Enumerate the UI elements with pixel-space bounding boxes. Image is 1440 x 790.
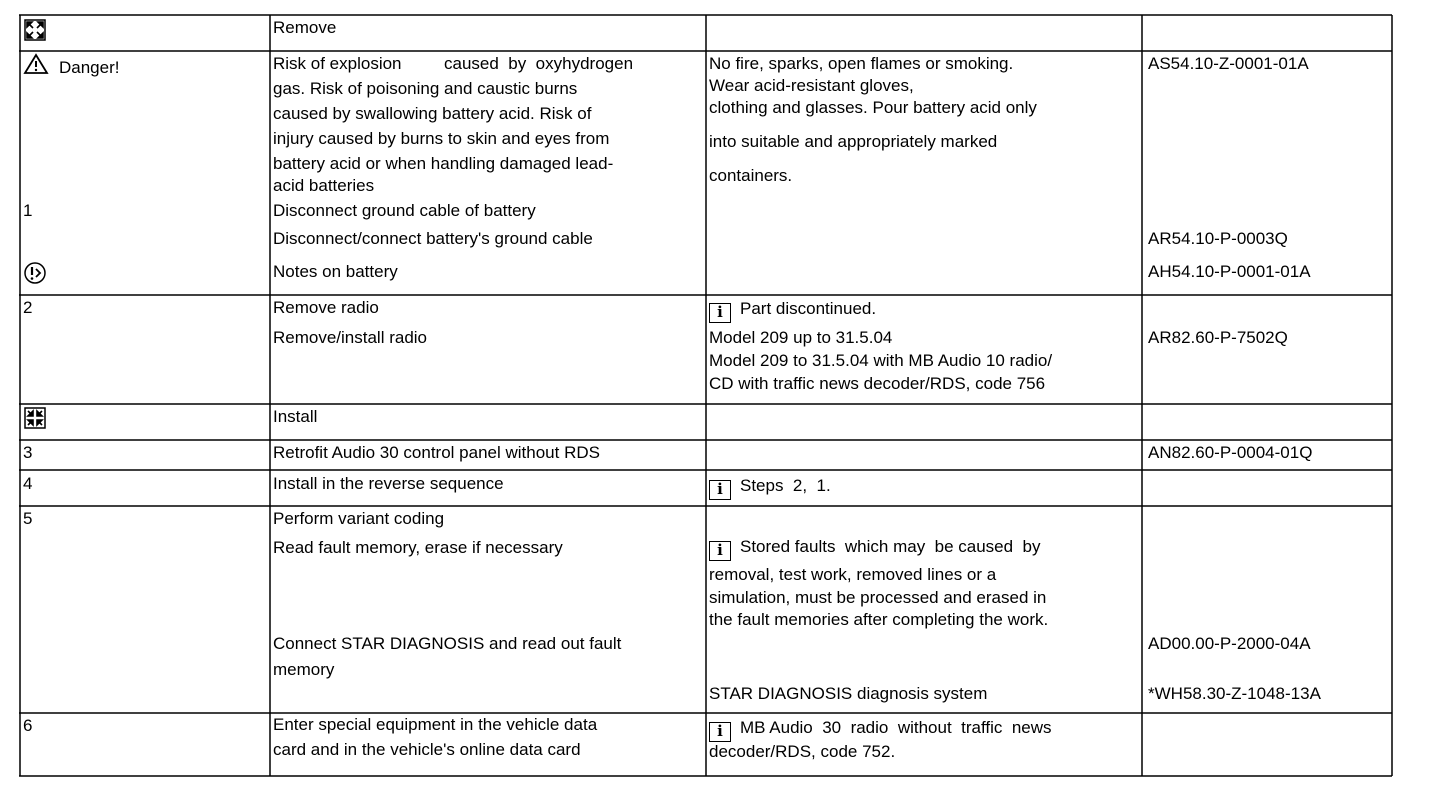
danger-note-4: into suitable and appropriately marked — [709, 132, 998, 151]
danger-line-1: Risk of explosion caused by oxyhydrogen — [273, 54, 634, 73]
step-5-info-line-2: removal, test work, removed lines or a — [709, 565, 997, 584]
danger-note-1: No fire, sparks, open flames or smoking. — [709, 54, 1014, 73]
step-5-action: Perform variant coding — [273, 509, 445, 528]
step-5-sub: Read fault memory, erase if necessary — [273, 538, 563, 557]
info-icon: i — [709, 480, 731, 500]
remove-label: Remove — [273, 18, 337, 37]
step-4-number: 4 — [23, 474, 33, 493]
step-4-action: Install in the reverse sequence — [273, 474, 504, 493]
step-4-info-text: Steps 2, 1. — [740, 476, 831, 495]
danger-title: Danger! — [59, 58, 120, 77]
info-icon: i — [709, 303, 731, 323]
step-3-ref[interactable]: AN82.60-P-0004-01Q — [1148, 443, 1313, 462]
info-icon: i — [709, 541, 731, 561]
step-6-info-line-2: decoder/RDS, code 752. — [709, 742, 896, 761]
step-6-action-line-1: Enter special equipment in the vehicle data — [273, 715, 598, 734]
step-2-detail-3: CD with traffic news decoder/RDS, code 756 — [709, 374, 1046, 393]
danger-line-5: battery acid or when handling damaged lead- — [273, 154, 614, 173]
step-2-ref[interactable]: AR82.60-P-7502Q — [1148, 328, 1288, 347]
danger-ref[interactable]: AS54.10-Z-0001-01A — [1148, 54, 1309, 73]
danger-note-2: Wear acid-resistant gloves, — [709, 76, 914, 95]
step-1-sub-ref[interactable]: AR54.10-P-0003Q — [1148, 229, 1288, 248]
step-1-notes-ref[interactable]: AH54.10-P-0001-01A — [1148, 262, 1311, 281]
step-6-info — [709, 717, 1052, 742]
step-1-number: 1 — [23, 201, 33, 220]
danger-line-6: acid batteries — [273, 176, 375, 195]
danger-line-3: caused by swallowing battery acid. Risk of — [273, 104, 592, 123]
warning-triangle-icon — [23, 53, 49, 75]
info-icon: i — [709, 722, 731, 742]
step-1-sub: Disconnect/connect battery's ground cable — [273, 229, 593, 248]
danger-line-4: injury caused by burns to skin and eyes from — [273, 129, 610, 148]
notes-circle-icon — [23, 261, 47, 285]
danger-note-3: clothing and glasses. Pour battery acid only — [709, 98, 1037, 117]
step-1-notes-text: Notes on battery — [273, 262, 398, 281]
install-label: Install — [273, 407, 318, 426]
step-5-system-ref[interactable]: *WH58.30-Z-1048-13A — [1148, 684, 1321, 703]
step-4-info — [709, 475, 831, 500]
step-5-connect-ref[interactable]: AD00.00-P-2000-04A — [1148, 634, 1311, 653]
step-6-action-line-2: card and in the vehicle's online data card — [273, 740, 581, 759]
step-2-action: Remove radio — [273, 298, 379, 317]
danger-line-2: gas. Risk of poisoning and caustic burns — [273, 79, 578, 98]
remove-arrows-icon — [24, 19, 46, 41]
step-5-connect-line-1: Connect STAR DIAGNOSIS and read out fault — [273, 634, 622, 653]
step-5-system: STAR DIAGNOSIS diagnosis system — [709, 684, 988, 703]
danger-note-5: containers. — [709, 166, 793, 185]
step-5-number: 5 — [23, 509, 33, 528]
step-2-detail-1: Model 209 up to 31.5.04 — [709, 328, 893, 347]
install-arrows-icon — [24, 407, 46, 429]
step-5-info-line-1: Stored faults which may be caused by — [740, 537, 1041, 556]
step-2-info-text: Part discontinued. — [740, 299, 877, 318]
step-5-info-line-3: simulation, must be processed and erased in — [709, 588, 1047, 607]
step-5-info — [709, 536, 1041, 561]
step-2-detail-2: Model 209 to 31.5.04 with MB Audio 10 radio/ — [709, 351, 1053, 370]
step-6-number: 6 — [23, 716, 33, 735]
step-5-info-line-4: the fault memories after completing the work. — [709, 610, 1049, 629]
step-3-action: Retrofit Audio 30 control panel without RDS — [273, 443, 600, 462]
step-3-number: 3 — [23, 443, 33, 462]
step-6-info-line-1: MB Audio 30 radio without traffic news — [740, 718, 1052, 737]
step-2-sub: Remove/install radio — [273, 328, 428, 347]
step-1-action: Disconnect ground cable of battery — [273, 201, 536, 220]
step-5-connect-line-2: memory — [273, 660, 335, 679]
step-2-number: 2 — [23, 298, 33, 317]
step-2-info — [709, 298, 876, 323]
